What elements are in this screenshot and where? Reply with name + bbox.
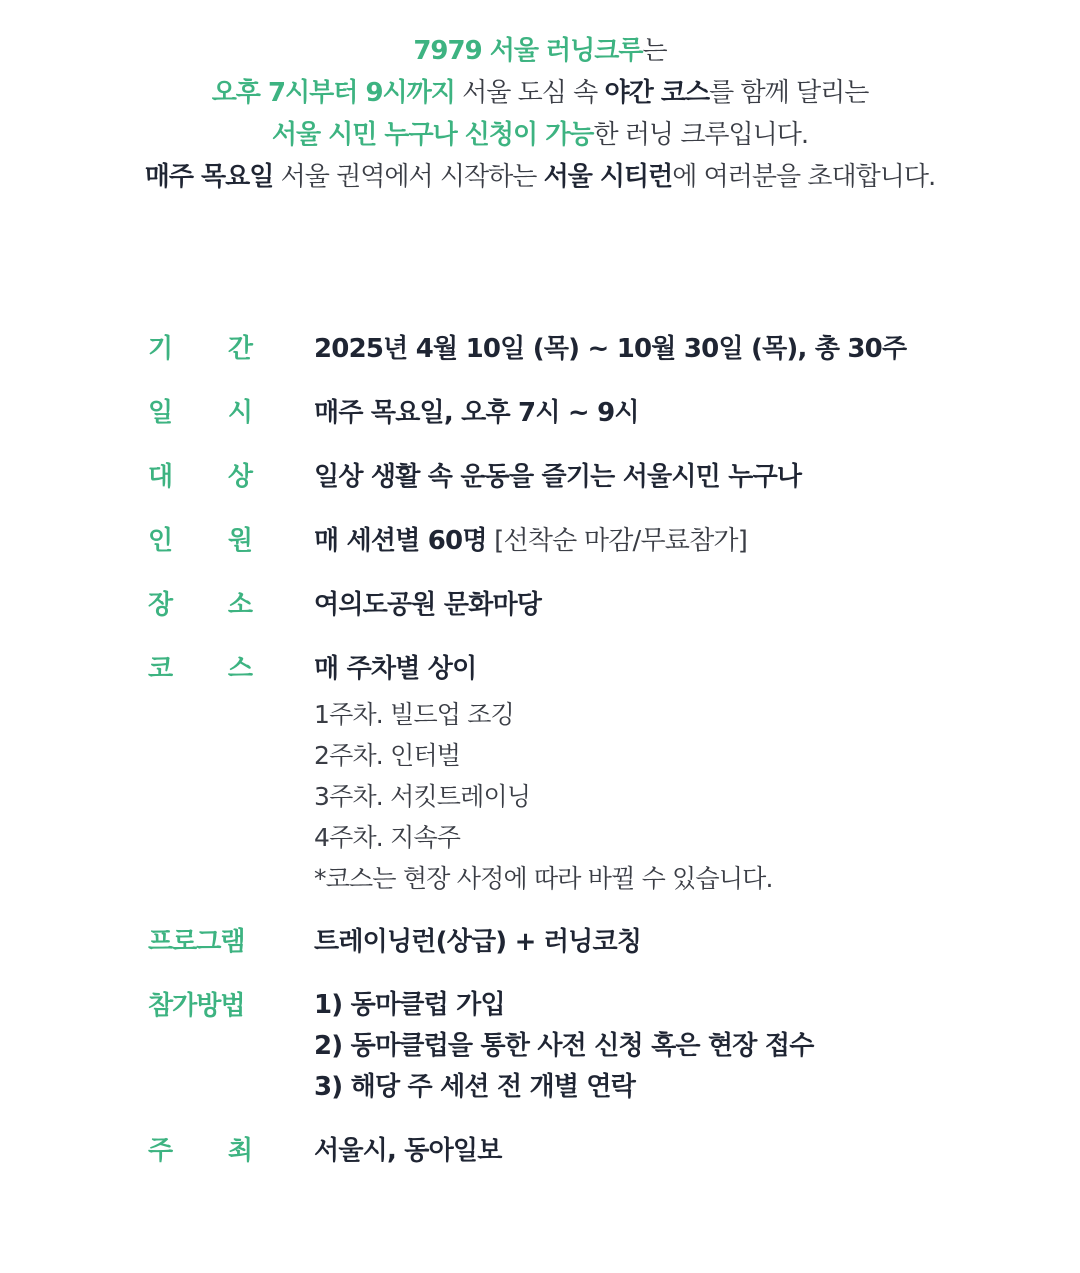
course-label: 코 스 bbox=[148, 654, 252, 684]
host-value: 서울시, 동아일보 bbox=[314, 1136, 502, 1166]
method-item: 1) 동마클럽 가입 bbox=[314, 990, 505, 1020]
intro-line-2: 오후 7시부터 9시까지 서울 도심 속 야간 코스를 함께 달리는 bbox=[211, 78, 869, 108]
period-label: 기 간 bbox=[148, 334, 252, 364]
method-list bbox=[314, 985, 1028, 1108]
info-row-method bbox=[148, 985, 1028, 1108]
course-item: 3주차. 서킷트레이닝 bbox=[314, 782, 531, 811]
info-row-period bbox=[148, 328, 1028, 370]
place-label: 장 소 bbox=[148, 590, 252, 620]
info-row-capacity bbox=[148, 520, 1028, 562]
method-item: 3) 해당 주 세션 전 개별 연락 bbox=[314, 1072, 636, 1102]
info-row-host bbox=[148, 1130, 1028, 1172]
program-label: 프로그램 bbox=[148, 927, 245, 957]
info-row-schedule bbox=[148, 392, 1028, 434]
info-row-course bbox=[148, 648, 1028, 899]
target-value: 일상 생활 속 운동을 즐기는 서울시민 누구나 bbox=[314, 462, 802, 492]
course-item: 4주차. 지속주 bbox=[314, 823, 461, 852]
period-value: 2025년 4월 10일 (목) ~ 10월 30일 (목), 총 30주 bbox=[314, 334, 907, 364]
method-label: 참가방법 bbox=[148, 991, 245, 1021]
intro-line-3: 서울 시민 누구나 신청이 가능한 러닝 크루입니다. bbox=[271, 120, 809, 150]
info-row-program bbox=[148, 921, 1028, 963]
info-row-target bbox=[148, 456, 1028, 498]
schedule-value: 매주 목요일, 오후 7시 ~ 9시 bbox=[314, 398, 639, 428]
intro-text bbox=[0, 30, 1080, 198]
course-item: 1주차. 빌드업 조깅 bbox=[314, 700, 514, 729]
event-info bbox=[148, 328, 1028, 1194]
program-value: 트레이닝런(상급) + 러닝코칭 bbox=[314, 927, 642, 957]
intro-line-1: 7979 서울 러닝크루는 bbox=[413, 36, 667, 66]
capacity-label: 인 원 bbox=[148, 526, 252, 556]
course-note: *코스는 현장 사정에 따라 바뀔 수 있습니다. bbox=[314, 864, 773, 893]
course-item: 2주차. 인터벌 bbox=[314, 741, 461, 770]
course-value: 매 주차별 상이 bbox=[314, 654, 477, 684]
capacity-note: [선착순 마감/무료참가] bbox=[486, 526, 748, 556]
course-list bbox=[314, 694, 1028, 899]
place-value: 여의도공원 문화마당 bbox=[314, 590, 542, 620]
capacity-value: 매 세션별 60명 [선착순 마감/무료참가] bbox=[314, 526, 748, 556]
info-row-place bbox=[148, 584, 1028, 626]
intro-line-4: 매주 목요일 서울 권역에서 시작하는 서울 시티런에 여러분을 초대합니다. bbox=[144, 162, 936, 192]
method-item: 2) 동마클럽을 통한 사전 신청 혹은 현장 접수 bbox=[314, 1031, 814, 1061]
schedule-label: 일 시 bbox=[148, 398, 252, 428]
host-label: 주 최 bbox=[148, 1136, 252, 1166]
target-label: 대 상 bbox=[148, 462, 252, 492]
